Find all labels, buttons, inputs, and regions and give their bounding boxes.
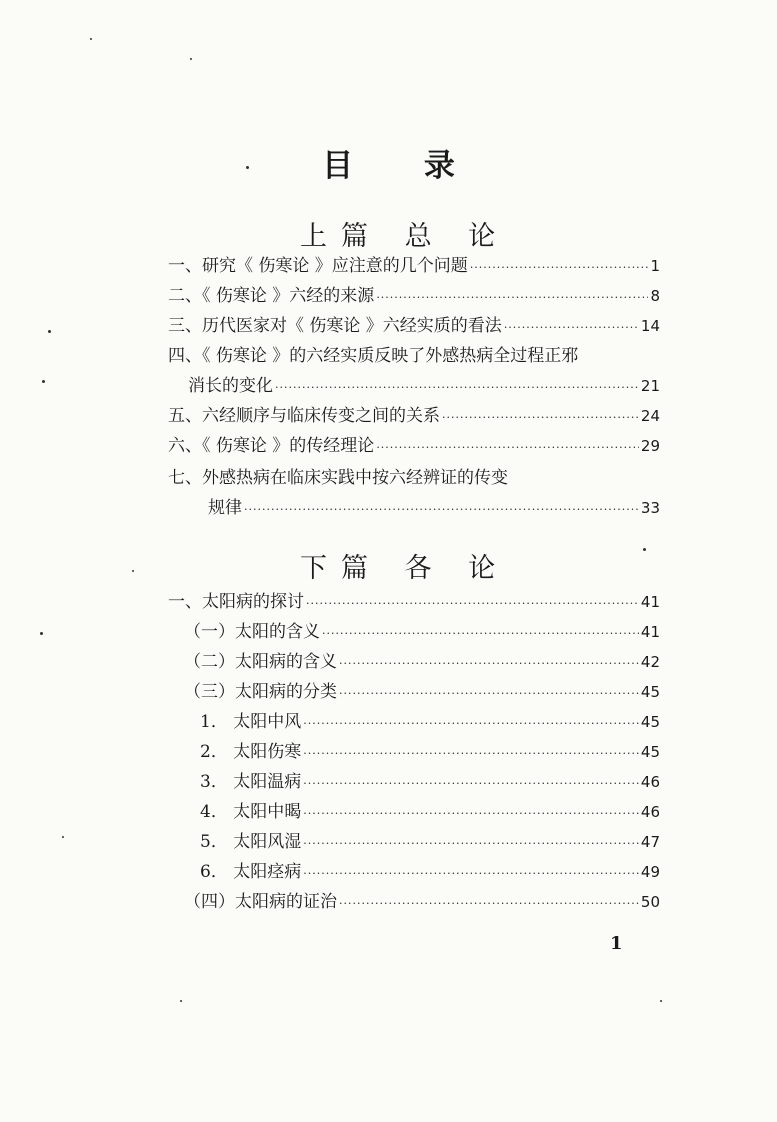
toc-entry[interactable] [168,254,660,278]
toc-entry-title: （四）太阳病的证治 [184,892,337,912]
toc-entry-page: 41 [640,623,660,641]
page-number: 1 [610,933,623,954]
toc-entry-title: 2． 太阳伤寒 [200,742,302,762]
dot-leader [376,286,648,310]
toc-entry-title: 消长的变化 [188,376,273,396]
toc-entry-page: 41 [640,593,660,611]
dot-leader [339,682,639,706]
scan-speck [132,570,134,572]
toc-entry[interactable] [200,800,660,824]
toc-entry-title: 五、六经顺序与临床传变之间的关系 [168,406,440,426]
toc-entry-page: 33 [640,499,660,517]
scan-speck [42,380,45,383]
toc-entry-title: （二）太阳病的含义 [184,652,337,672]
dot-leader [376,436,639,460]
toc-entry-page: 47 [640,833,660,851]
toc-entry-title: 5． 太阳风湿 [200,832,302,852]
toc-entry-continuation[interactable] [208,496,660,520]
toc-entry[interactable] [200,740,660,764]
toc-entry-title: 四、《 伤寒论 》的六经实质反映了外感热病全过程正邪 [168,346,579,366]
toc-entry-title: 二、《 伤寒论 》六经的来源 [168,286,375,306]
toc-entry[interactable] [168,404,660,428]
scan-speck [660,1000,662,1002]
toc-entry[interactable] [200,830,660,854]
toc-entry-page: 1 [650,257,660,275]
scan-speck [62,836,64,838]
toc-entry-title: 6． 太阳痉病 [200,862,302,882]
toc-entry[interactable] [184,680,660,704]
toc-entry[interactable] [184,890,660,914]
scan-speck [180,1000,182,1002]
section-heading-upper: 上篇 总 论 [300,221,510,252]
toc-entry[interactable] [200,770,660,794]
toc-entry-title: 一、研究《 伤寒论 》应注意的几个问题 [168,256,468,276]
toc-entry-page: 8 [650,287,660,305]
toc-entry-title: 六、《 伤寒论 》的传经理论 [168,436,375,456]
toc-entry-title: 七、外感热病在临床实践中按六经辨证的传变 [168,468,508,488]
toc-entry-page: 42 [640,653,660,671]
scan-speck [40,632,43,635]
toc-entry[interactable] [168,466,628,490]
toc-entry[interactable] [168,314,660,338]
toc-entry[interactable] [168,434,660,458]
toc-entry-page: 21 [640,377,660,395]
toc-entry-title: 规律 [208,498,242,518]
toc-entry-title: 三、历代医家对《 伤寒论 》六经实质的看法 [168,316,502,336]
dot-leader [303,772,639,796]
dot-leader [303,862,639,886]
toc-entry-page: 50 [640,893,660,911]
dot-leader [442,406,639,430]
toc-entry-title: 一、太阳病的探讨 [168,592,304,612]
toc-entry[interactable] [184,620,660,644]
toc-entry-continuation[interactable] [188,374,660,398]
scan-speck [190,58,192,60]
dot-leader [504,316,639,340]
scan-speck [90,38,92,40]
toc-entry[interactable] [200,710,660,734]
toc-entry-page: 45 [640,743,660,761]
toc-entry-title: 4． 太阳中暍 [200,802,302,822]
toc-entry-page: 46 [640,803,660,821]
toc-entry-title: （一）太阳的含义 [184,622,320,642]
scan-speck [48,330,51,333]
dot-leader [306,592,639,616]
toc-entry-title: 1． 太阳中风 [200,712,302,732]
dot-leader [339,652,639,676]
dot-leader [275,376,639,400]
dot-leader [244,498,639,522]
toc-entry-page: 14 [640,317,660,335]
scan-speck [643,548,646,551]
toc-entry[interactable] [168,590,660,614]
toc-entry-page: 29 [640,437,660,455]
page-title: 目 录 [322,148,485,184]
scan-speck [246,166,249,169]
dot-leader [303,802,639,826]
toc-entry-page: 45 [640,713,660,731]
toc-entry[interactable] [168,344,668,368]
toc-entry[interactable] [184,650,660,674]
toc-entry-page: 24 [640,407,660,425]
toc-entry-page: 46 [640,773,660,791]
toc-entry-title: （三）太阳病的分类 [184,682,337,702]
dot-leader [303,712,639,736]
dot-leader [303,832,639,856]
section-heading-lower: 下篇 各 论 [300,553,510,584]
dot-leader [339,892,639,916]
toc-entry[interactable] [168,284,660,308]
dot-leader [470,256,649,280]
toc-entry-title: 3． 太阳温病 [200,772,302,792]
toc-entry-page: 45 [640,683,660,701]
toc-entry[interactable] [200,860,660,884]
dot-leader [303,742,639,766]
toc-entry-page: 49 [640,863,660,881]
dot-leader [322,622,639,646]
